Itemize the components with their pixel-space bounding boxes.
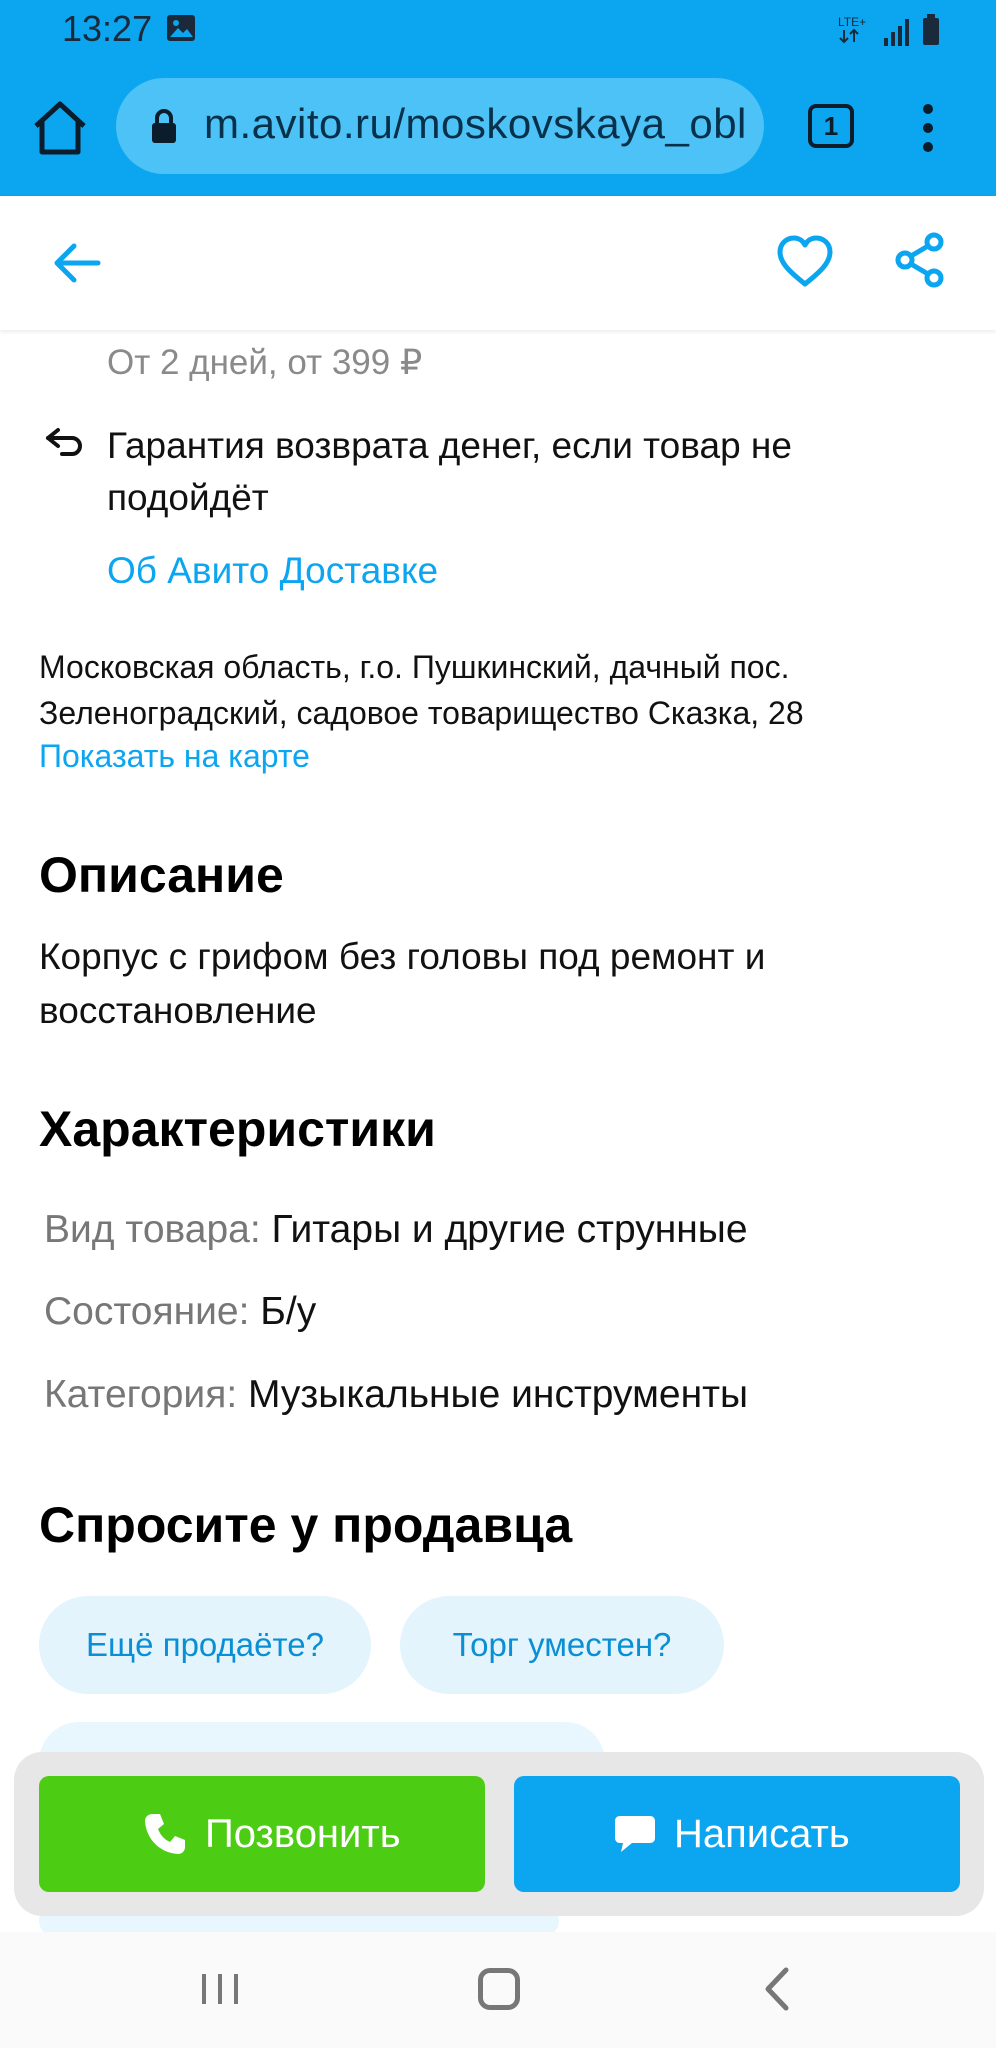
quick-question-chip[interactable]: Ещё продаёте? — [39, 1596, 371, 1694]
description-heading: Описание — [39, 847, 284, 903]
spec-label: Категория: — [44, 1373, 238, 1416]
svg-text:LTE+: LTE+ — [838, 15, 867, 29]
status-time: 13:27 — [62, 8, 153, 49]
recent-apps-icon[interactable] — [200, 1972, 240, 2006]
call-button[interactable] — [39, 1776, 485, 1892]
nav-back-icon[interactable] — [762, 1966, 792, 2012]
status-bar — [0, 0, 996, 60]
lock-icon — [150, 108, 178, 144]
spec-value: Б/у — [260, 1290, 317, 1333]
browser-chrome — [0, 0, 996, 196]
spec-row — [44, 1290, 316, 1334]
ask-seller-heading: Спросите у продавца — [39, 1497, 573, 1553]
lte-icon — [838, 14, 872, 46]
contact-action-bar — [14, 1752, 984, 1916]
description-text: Корпус с грифом без головы под ремонт и восстановление — [39, 936, 766, 1031]
home-icon[interactable] — [30, 100, 90, 156]
call-label: Позвонить — [205, 1811, 401, 1856]
signal-icon — [882, 16, 912, 46]
chat-icon — [614, 1814, 656, 1854]
guarantee-text: Гарантия возврата денег, если товар не подойдёт — [107, 425, 792, 518]
spec-label: Состояние: — [44, 1290, 250, 1333]
spec-value: Гитары и другие струнные — [271, 1208, 748, 1251]
system-nav-bar — [0, 1932, 996, 2048]
status-indicators — [838, 10, 940, 46]
specs-heading: Характеристики — [39, 1101, 436, 1157]
phone-icon — [143, 1812, 187, 1856]
address: Московская область, г.о. Пушкинский, дачный пос. Зеленоградский, садовое товарищество Сказка, 28 — [39, 649, 804, 731]
show-on-map-link[interactable]: Показать на карте — [39, 738, 310, 774]
arrow-back-icon[interactable] — [50, 238, 104, 288]
write-button[interactable] — [514, 1776, 960, 1892]
return-icon — [44, 426, 84, 458]
spec-row — [44, 1373, 748, 1417]
write-label: Написать — [674, 1811, 850, 1856]
delivery-terms: От 2 дней, от 399 ₽ — [107, 343, 423, 382]
address-bar[interactable] — [116, 78, 764, 174]
heart-icon[interactable] — [776, 234, 834, 290]
app-header — [0, 196, 996, 330]
more-vert-icon[interactable] — [914, 104, 942, 152]
spec-row — [44, 1208, 748, 1252]
battery-icon — [922, 14, 940, 46]
url-text: m.avito.ru/moskovskaya_obl — [204, 100, 747, 147]
tabs-button[interactable]: 1 — [808, 104, 854, 148]
image-icon — [166, 14, 196, 42]
spec-value: Музыкальные инструменты — [248, 1373, 749, 1416]
quick-question-chip[interactable]: Торг уместен? — [400, 1596, 724, 1694]
share-icon[interactable] — [894, 232, 946, 288]
spec-label: Вид товара: — [44, 1208, 261, 1251]
nav-home-icon[interactable] — [478, 1968, 520, 2010]
avito-delivery-link[interactable]: Об Авито Доставке — [107, 550, 439, 591]
